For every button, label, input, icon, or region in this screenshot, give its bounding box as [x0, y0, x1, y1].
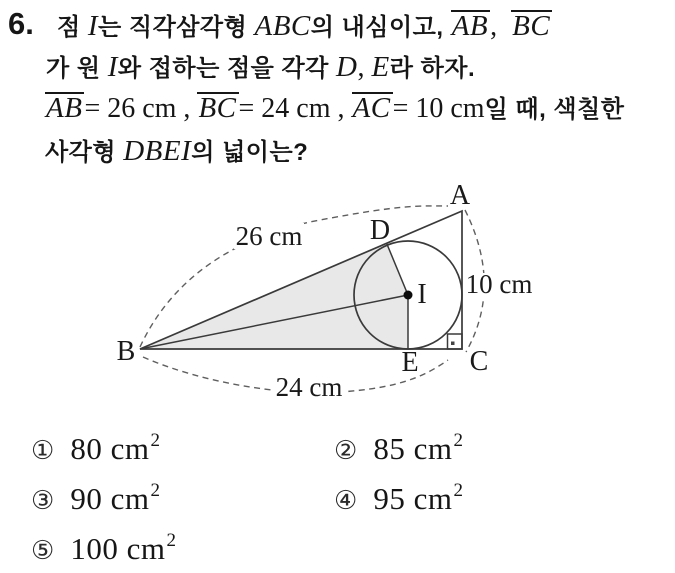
segment-ac-overline: AC — [352, 92, 391, 124]
option-3-value: 90 cm — [70, 481, 150, 516]
right-angle-marker — [448, 334, 463, 349]
vertex-label-b: B — [116, 336, 136, 367]
math-point-d: D — [336, 51, 358, 83]
measurement-label-bc: 24 cm — [275, 372, 343, 402]
measurement-label-ab: 26 cm — [235, 221, 303, 251]
korean-text: 사각형 — [45, 139, 124, 166]
segment-ab-overline: AB — [46, 92, 83, 124]
option-4-exponent: 2 — [453, 480, 463, 501]
option-3-number: ③ — [31, 486, 55, 516]
math-point-i: I — [107, 51, 118, 83]
problem-text-line-2 — [46, 44, 475, 90]
option-1-value: 80 cm — [70, 431, 150, 466]
option-1-exponent: 2 — [150, 430, 160, 451]
math-quadrilateral-dbei: DBEI — [123, 135, 192, 167]
option-4-value: 95 cm — [373, 481, 453, 516]
korean-text: 가 원 — [46, 55, 108, 82]
math-point-e: E — [371, 51, 390, 83]
korean-text: 라 하자. — [389, 55, 476, 82]
problem-text-line-4 — [45, 128, 308, 174]
option-3[interactable] — [31, 480, 160, 517]
option-4-number: ④ — [334, 486, 358, 516]
option-1[interactable] — [31, 430, 160, 467]
option-2-number: ② — [334, 436, 358, 466]
segment-bc-overline: BC — [198, 92, 237, 124]
option-2-value: 85 cm — [373, 431, 453, 466]
geometry-figure — [0, 178, 675, 418]
option-2[interactable] — [334, 430, 463, 467]
segment-bc-overline: BC — [512, 10, 551, 42]
measurement-label-ac: 10 cm — [465, 269, 533, 299]
problem-text-line-3 — [45, 86, 625, 132]
problem-text-line-1 — [57, 3, 552, 49]
math-triangle-abc: ABC — [254, 10, 311, 42]
vertex-label-e: E — [401, 347, 419, 378]
korean-text: 와 접하는 점을 각각 — [117, 55, 337, 82]
math-point-i: I — [87, 10, 99, 42]
option-1-number: ① — [31, 436, 55, 466]
korean-text: 의 넓이는? — [191, 139, 309, 166]
option-5[interactable] — [31, 530, 176, 567]
vertex-label-c: C — [469, 346, 489, 377]
segment-ab-overline: AB — [451, 10, 489, 42]
korean-text: 일 때, 색칠한 — [484, 96, 625, 123]
korean-text: 점 — [57, 14, 88, 41]
vertex-label-d: D — [369, 215, 391, 246]
length-ab-value: = 26 cm , — [84, 93, 198, 124]
question-number: 6. — [8, 6, 34, 41]
separator: , — [490, 11, 512, 42]
separator: , — [357, 52, 372, 83]
length-bc-value: = 24 cm , — [238, 93, 352, 124]
korean-text: 의 내심이고, — [310, 14, 451, 41]
vertex-label-i: I — [417, 279, 427, 310]
incenter-dot — [404, 291, 413, 300]
length-ac-value: = 10 cm — [392, 93, 485, 124]
vertex-label-a: A — [449, 180, 471, 211]
option-2-exponent: 2 — [453, 430, 463, 451]
option-5-exponent: 2 — [166, 530, 176, 551]
korean-text: 는 직각삼각형 — [98, 14, 255, 41]
option-4[interactable] — [334, 480, 463, 517]
right-angle-marker-dot — [451, 342, 455, 346]
option-5-number: ⑤ — [31, 536, 55, 566]
option-3-exponent: 2 — [150, 480, 160, 501]
option-5-value: 100 cm — [70, 531, 166, 566]
